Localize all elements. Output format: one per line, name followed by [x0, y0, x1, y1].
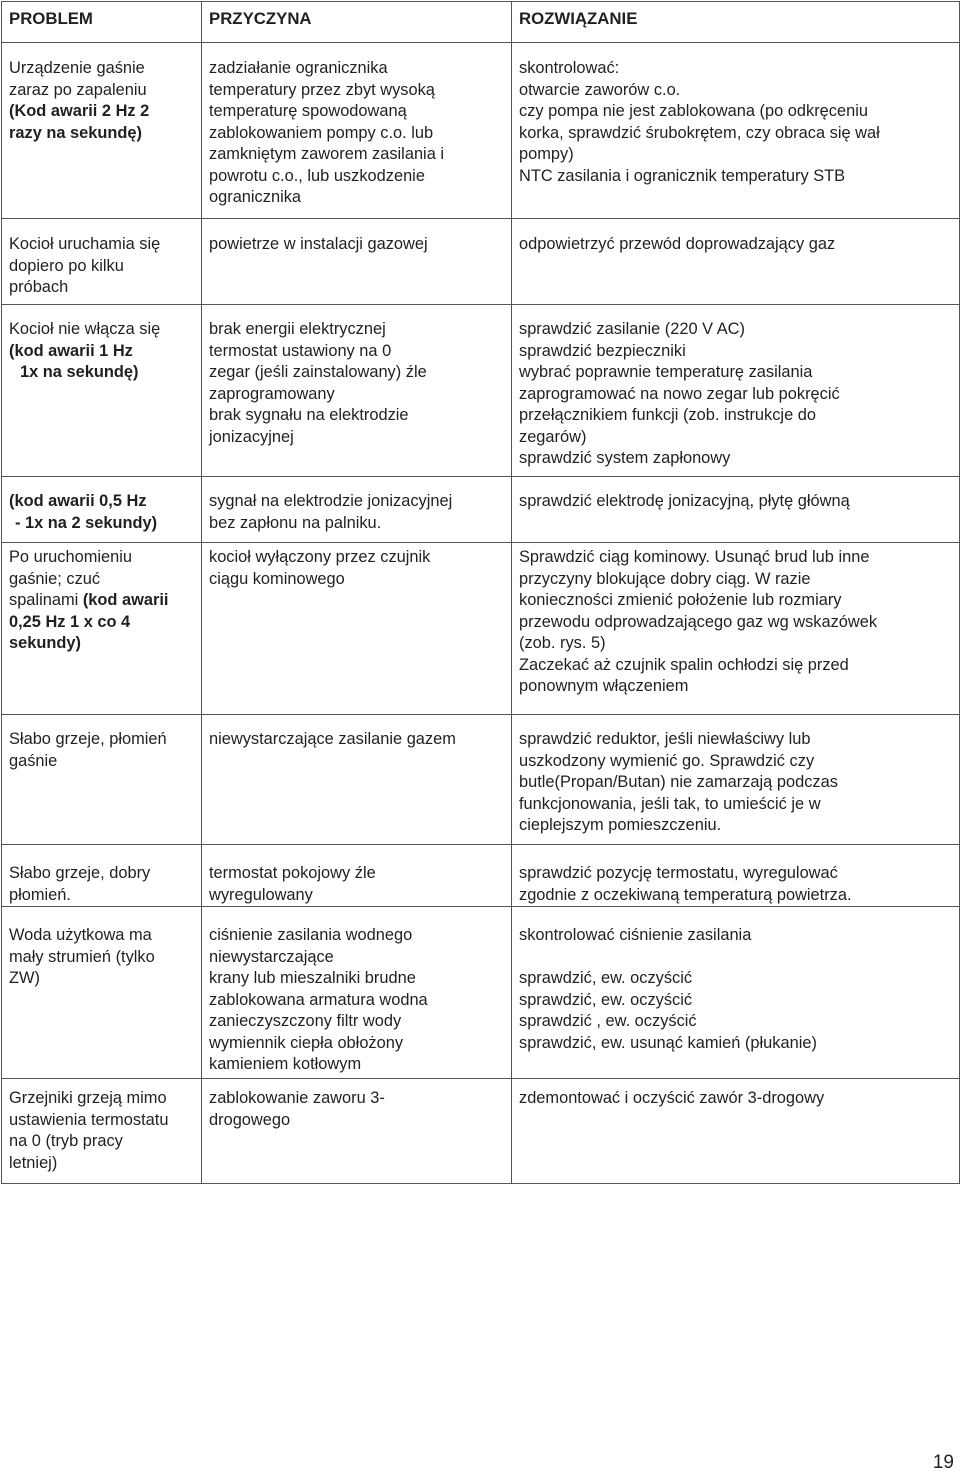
cause-line: zegar (jeśli zainstalowany) źle	[209, 363, 427, 381]
problem-line: Woda użytkowa ma	[9, 926, 152, 944]
problem-line: Po uruchomieniu	[9, 548, 133, 566]
problem-cell	[2, 1079, 202, 1184]
solution-cell	[512, 845, 960, 907]
solution-line: korka, sprawdzić śrubokrętem, czy obraca się wał	[519, 123, 880, 142]
solution-line: sprawdzić , ew. oczyścić	[519, 1012, 697, 1030]
solution-cell	[512, 715, 960, 845]
cause-line: drogowego	[209, 1110, 291, 1129]
solution-line: funkcjonowania, jeśli tak, to umieścić je w	[519, 794, 821, 813]
table-row	[2, 1079, 960, 1184]
problem-line: mały strumień (tylko	[9, 947, 155, 966]
solution-line: konieczności zmienić położenie lub rozmiary	[519, 591, 842, 609]
cause-line: kamieniem kotłowym	[209, 1055, 362, 1073]
cause-line: temperatury przez zbyt wysoką	[209, 80, 435, 99]
fault-code: sekundy)	[9, 634, 81, 652]
table-row	[2, 219, 960, 305]
fault-code: 0,25 Hz 1 x co 4	[9, 612, 131, 631]
cause-line: ciśnienie zasilania wodnego	[209, 926, 413, 944]
header-solution: ROZWIĄZANIE	[512, 2, 960, 43]
cause-line: bez zapłonu na palniku.	[209, 513, 382, 532]
cause-line: termostat pokojowy źle	[209, 864, 376, 882]
cause-line: ciągu kominowego	[209, 569, 345, 588]
solution-line: sprawdzić, ew. oczyścić	[519, 969, 693, 987]
cause-line: wyregulowany	[209, 885, 313, 904]
problem-cell	[2, 219, 202, 305]
solution-line: wybrać poprawnie temperaturę zasilania	[519, 363, 813, 381]
solution-line: butle(Propan/Butan) nie zamarzają podczas	[519, 773, 838, 791]
solution-cell	[512, 543, 960, 715]
problem-cell	[2, 43, 202, 219]
problem-line: płomień.	[9, 885, 71, 904]
fault-code: (kod awarii 0,5 Hz	[9, 492, 147, 510]
cause-line: zaprogramowany	[209, 384, 335, 403]
problem-cell	[2, 715, 202, 845]
cause-line: zadziałanie ogranicznika	[209, 59, 388, 77]
solution-line: sprawdzić zasilanie (220 V AC)	[519, 320, 745, 338]
problem-line: na 0 (tryb pracy	[9, 1132, 123, 1150]
solution-cell	[512, 219, 960, 305]
solution-line: cieplejszym pomieszczeniu.	[519, 816, 722, 834]
cause-cell	[202, 543, 512, 715]
header-cause: PRZYCZYNA	[202, 2, 512, 43]
solution-line: sprawdzić reduktor, jeśli niewłaściwy lub	[519, 730, 811, 748]
solution-line: sprawdzić pozycję termostatu, wyregulować	[519, 864, 838, 882]
solution-line: zaprogramować na nowo zegar lub pokręcić	[519, 384, 840, 403]
problem-cell	[2, 305, 202, 477]
solution-line: skontrolować ciśnienie zasilania	[519, 926, 752, 944]
table-row	[2, 43, 960, 219]
cause-cell	[202, 305, 512, 477]
problem-cell	[2, 845, 202, 907]
cause-cell	[202, 477, 512, 543]
problem-line: zaraz po zapaleniu	[9, 80, 147, 99]
cause-line: zamkniętym zaworem zasilania i	[209, 145, 445, 163]
cause-line: niewystarczające zasilanie gazem	[209, 730, 456, 748]
cause-cell	[202, 715, 512, 845]
cause-cell	[202, 845, 512, 907]
cause-line: zablokowana armatura wodna	[209, 990, 428, 1009]
problem-line-mixed	[9, 590, 194, 612]
solution-line: (zob. rys. 5)	[519, 634, 606, 652]
page-number: 19	[932, 1452, 954, 1473]
fault-code: - 1x na 2 sekundy)	[15, 513, 158, 532]
solution-line: ponownym włączeniem	[519, 677, 689, 695]
solution-line: sprawdzić, ew. oczyścić	[519, 990, 693, 1009]
cause-cell	[202, 219, 512, 305]
solution-line: przełącznikiem funkcji (zob. instrukcje do	[519, 406, 816, 424]
solution-line: odpowietrzyć przewód doprowadzający gaz	[519, 235, 836, 253]
solution-line: przewodu odprowadzającego gaz wg wskazówek	[519, 612, 878, 631]
solution-line: pompy)	[519, 145, 574, 163]
problem-line: Grzejniki grzeją mimo	[9, 1089, 167, 1107]
problem-line: gaśnie	[9, 751, 58, 770]
solution-cell	[512, 1079, 960, 1184]
solution-line: zdemontować i oczyścić zawór 3-drogowy	[519, 1089, 825, 1107]
fault-code: (Kod awarii 2 Hz 2	[9, 102, 150, 120]
problem-line: gaśnie; czuć	[9, 569, 101, 588]
problem-line: ZW)	[9, 969, 40, 987]
fault-code: 1x na sekundę)	[20, 363, 139, 381]
problem-cell	[2, 907, 202, 1079]
cause-line: zanieczyszczony filtr wody	[209, 1012, 402, 1030]
cause-line: wymiennik ciepła obłożony	[209, 1033, 404, 1052]
solution-line: Sprawdzić ciąg kominowy. Usunąć brud lub inne	[519, 548, 870, 566]
problem-line: dopiero po kilku	[9, 256, 124, 275]
solution-line: zgodnie z oczekiwaną temperaturą powietrza.	[519, 885, 852, 904]
solution-line: zegarów)	[519, 427, 587, 446]
solution-cell	[512, 477, 960, 543]
problem-cell	[2, 543, 202, 715]
cause-line: termostat ustawiony na 0	[209, 341, 392, 360]
cause-cell	[202, 1079, 512, 1184]
solution-line: uszkodzony wymienić go. Sprawdzić czy	[519, 751, 815, 770]
solution-line: czy pompa nie jest zablokowana (po odkręceniu	[519, 102, 868, 120]
cause-line: zablokowanie zaworu 3-	[209, 1089, 385, 1107]
cause-line: sygnał na elektrodzie jonizacyjnej	[209, 492, 453, 510]
solution-line: NTC zasilania i ogranicznik temperatury STB	[519, 166, 846, 185]
header-problem: PROBLEM	[2, 2, 202, 43]
cause-cell	[202, 43, 512, 219]
problem-line: Kocioł nie włącza się	[9, 320, 161, 338]
problem-line: Kocioł uruchamia się	[9, 235, 161, 253]
problem-cell	[2, 477, 202, 543]
solution-cell	[512, 305, 960, 477]
cause-line: brak sygnału na elektrodzie	[209, 406, 409, 424]
troubleshooting-table	[1, 1, 960, 1184]
solution-line: otwarcie zaworów c.o.	[519, 80, 681, 99]
solution-cell	[512, 907, 960, 1079]
solution-cell	[512, 43, 960, 219]
cause-line: niewystarczające	[209, 947, 334, 966]
solution-line: skontrolować:	[519, 59, 620, 77]
problem-line: Urządzenie gaśnie	[9, 59, 145, 77]
table-row	[2, 305, 960, 477]
table-row	[2, 477, 960, 543]
header-row	[2, 2, 960, 43]
cause-line: ogranicznika	[209, 188, 302, 206]
problem-line: próbach	[9, 278, 69, 296]
problem-line: Słabo grzeje, dobry	[9, 864, 151, 882]
problem-line: spalinami	[9, 591, 79, 609]
table-row	[2, 543, 960, 715]
solution-line: sprawdzić bezpieczniki	[519, 341, 686, 360]
solution-line: sprawdzić system zapłonowy	[519, 449, 731, 467]
cause-line: jonizacyjnej	[209, 427, 294, 446]
cause-line: brak energii elektrycznej	[209, 320, 386, 338]
table-row	[2, 907, 960, 1079]
cause-cell	[202, 907, 512, 1079]
cause-line: temperaturę spowodowaną	[209, 102, 407, 120]
solution-line: sprawdzić elektrodę jonizacyjną, płytę główną	[519, 492, 850, 510]
solution-line: sprawdzić, ew. usunąć kamień (płukanie)	[519, 1033, 817, 1052]
cause-line: zablokowaniem pompy c.o. lub	[209, 123, 434, 142]
cause-line: kocioł wyłączony przez czujnik	[209, 548, 431, 566]
blank-line	[519, 947, 952, 969]
cause-line: powrotu c.o., lub uszkodzenie	[209, 166, 425, 185]
problem-line: ustawienia termostatu	[9, 1110, 169, 1129]
cause-line: powietrze w instalacji gazowej	[209, 235, 428, 253]
problem-line: letniej)	[9, 1153, 58, 1172]
solution-line: przyczyny blokujące dobry ciąg. W razie	[519, 569, 811, 588]
table-row	[2, 715, 960, 845]
problem-line: Słabo grzeje, płomień	[9, 730, 167, 748]
fault-code: (kod awarii 1 Hz	[9, 341, 133, 360]
solution-line: Zaczekać aż czujnik spalin ochłodzi się przed	[519, 655, 849, 674]
fault-code: (kod awarii	[82, 591, 169, 609]
fault-code: razy na sekundę)	[9, 123, 142, 142]
table-row	[2, 845, 960, 907]
cause-line: krany lub mieszalniki brudne	[209, 969, 416, 987]
